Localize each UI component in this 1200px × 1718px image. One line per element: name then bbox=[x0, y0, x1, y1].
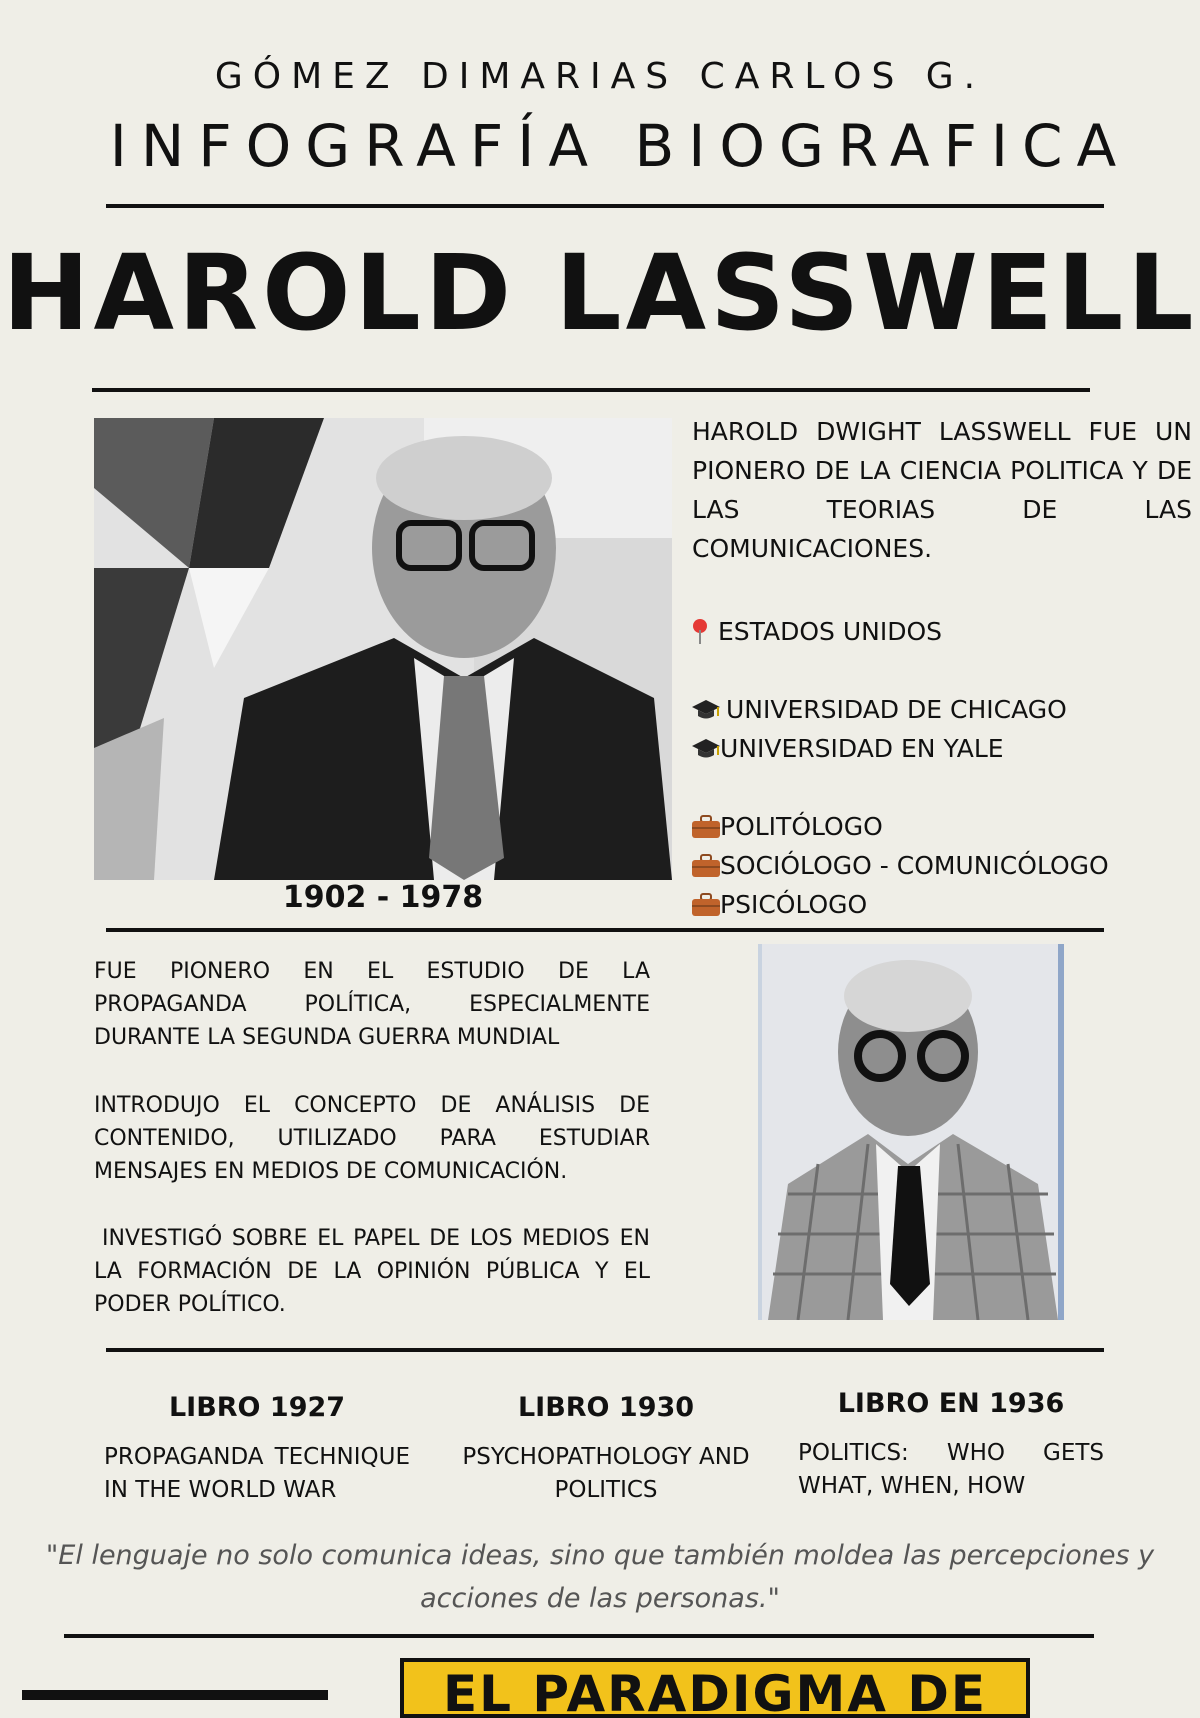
divider bbox=[64, 1634, 1094, 1638]
facts-list bbox=[692, 612, 1192, 924]
university-item bbox=[692, 690, 1192, 729]
book-year: LIBRO EN 1936 bbox=[837, 1388, 1065, 1419]
graduation-cap-icon bbox=[692, 698, 726, 722]
footer-banner bbox=[400, 1658, 1030, 1718]
contribution-paragraph: INTRODUJO EL CONCEPTO DE ANÁLISIS DE CONTENIDO, UTILIZADO PARA ESTUDIAR MENSAJES EN MEDIOS DE COMUNICACIÓN. bbox=[94, 1093, 650, 1184]
university-label: UNIVERSIDAD DE CHICAGO bbox=[726, 695, 1067, 724]
footer-banner-text: EL PARADIGMA DE bbox=[442, 1665, 988, 1718]
infographic-subtitle: INFOGRAFÍA BIOGRAFICA bbox=[109, 112, 1131, 180]
divider bbox=[106, 204, 1104, 208]
university-label: UNIVERSIDAD EN YALE bbox=[720, 734, 1004, 763]
book-title: POLITICS: WHO GETS WHAT, WHEN, HOW bbox=[798, 1440, 1104, 1499]
book-title: PSYCHOPATHOLOGY AND POLITICS bbox=[462, 1444, 750, 1503]
page-title: HAROLD LASSWELL bbox=[2, 232, 1198, 354]
portrait-photo bbox=[94, 418, 672, 880]
book-item bbox=[104, 1392, 410, 1507]
country-item bbox=[692, 612, 1192, 651]
life-years: 1902 - 1978 bbox=[282, 880, 484, 915]
divider bbox=[92, 388, 1090, 392]
contribution-paragraph: INVESTIGÓ SOBRE EL PAPEL DE LOS MEDIOS EN LA FORMACIÓN DE LA OPINIÓN PÚBLICA Y EL PODER POLÍTICO. bbox=[94, 1226, 650, 1317]
university-item bbox=[692, 729, 1192, 768]
profession-label: PSICÓLOGO bbox=[720, 890, 868, 919]
pin-icon bbox=[692, 618, 718, 646]
divider bbox=[106, 928, 1104, 932]
profession-label: SOCIÓLOGO - COMUNICÓLOGO bbox=[720, 851, 1109, 880]
older-portrait-photo bbox=[758, 944, 1064, 1320]
briefcase-icon bbox=[692, 854, 720, 878]
contribution-paragraph: FUE PIONERO EN EL ESTUDIO DE LA PROPAGANDA POLÍTICA, ESPECIALMENTE DURANTE LA SEGUNDA GUERRA MUNDIAL bbox=[94, 959, 650, 1050]
profession-label: POLITÓLOGO bbox=[720, 812, 883, 841]
briefcase-icon bbox=[692, 893, 720, 917]
book-year: LIBRO 1927 bbox=[168, 1392, 346, 1423]
profession-item bbox=[692, 846, 1192, 885]
author-name: GÓMEZ DIMARIAS CARLOS G. bbox=[214, 56, 986, 97]
book-year: LIBRO 1930 bbox=[517, 1392, 695, 1423]
footer-dark-block bbox=[22, 1690, 328, 1700]
profession-item bbox=[692, 807, 1192, 846]
divider bbox=[106, 1348, 1104, 1352]
intro-text: HAROLD DWIGHT LASSWELL FUE UN PIONERO DE LA CIENCIA POLITICA Y DE LAS TEORIAS DE LAS COMUNICACIONES. bbox=[692, 417, 1192, 563]
country-label: ESTADOS UNIDOS bbox=[718, 617, 943, 646]
quote: "El lenguaje no solo comunica ideas, sino que también moldea las percepciones y acciones de las personas." bbox=[45, 1540, 1155, 1614]
briefcase-icon bbox=[692, 815, 720, 839]
book-item bbox=[798, 1388, 1104, 1503]
book-item bbox=[448, 1392, 764, 1507]
graduation-cap-icon bbox=[692, 737, 720, 761]
profession-item bbox=[692, 885, 1192, 924]
book-title: PROPAGANDA TECHNIQUE IN THE WORLD WAR bbox=[104, 1444, 410, 1503]
